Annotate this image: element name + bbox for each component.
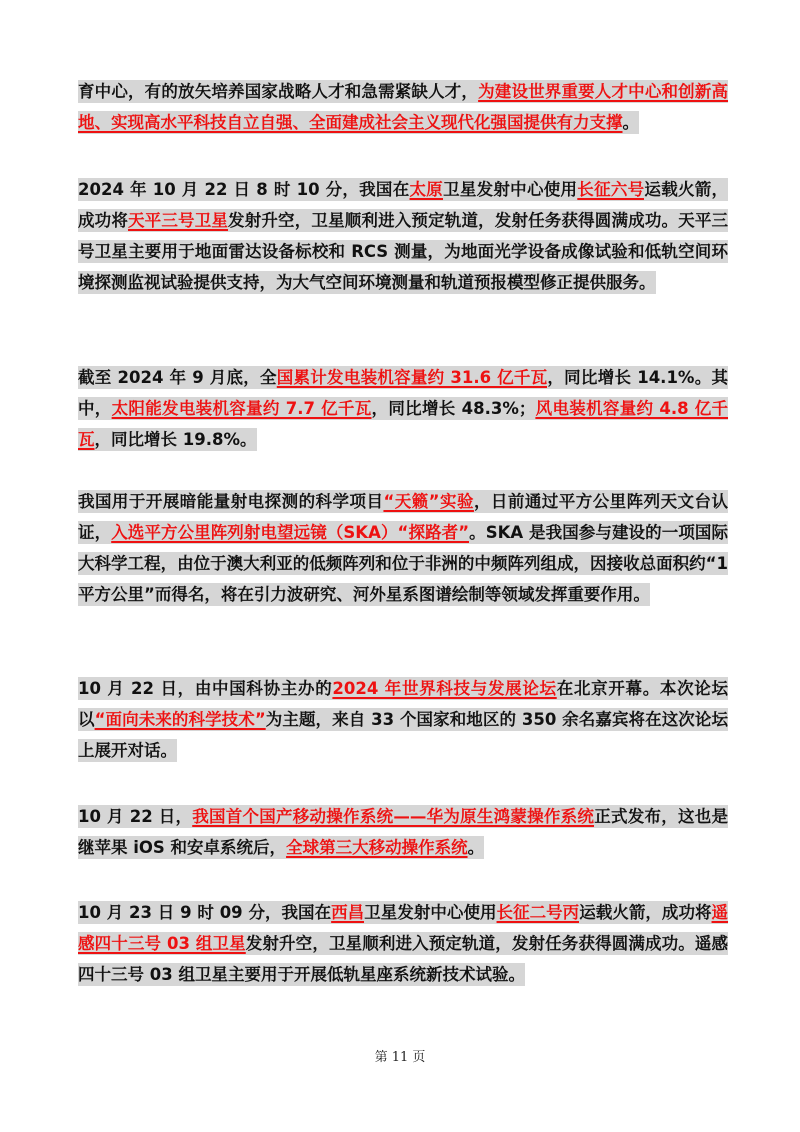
highlighted-text: 长征六号	[577, 180, 645, 199]
paragraph-yaogan-43-satellite	[78, 897, 728, 990]
highlighted-text: 国累计发电装机容量约 31.6 亿千瓦	[276, 368, 548, 387]
highlighted-text: 遥感四十三号 03 组卫星	[78, 903, 729, 953]
highlighted-text: 太原	[409, 180, 444, 199]
body-text: 运载火箭，成功将	[579, 903, 712, 922]
highlighted-text: 风电装机容量约 4.8 亿千瓦	[78, 399, 729, 449]
body-text: 2024 年 10 月 22 日 8 时 10 分，我国在	[78, 180, 410, 199]
highlighted-text: 全球第三大移动操作系统	[286, 838, 468, 857]
body-text: 截至 2024 年 9 月底，全	[78, 368, 277, 387]
paragraph-tianping-3-satellite	[78, 174, 728, 298]
body-text: 。SKA 是我国参与建设的一项国际大科学工程，由位于澳大利亚的低频阵列和位于非洲的中频阵列组成，因接收总面积约“1 平方公里”而得名，将在引力波研究、河外星系图谱绘制等领域发挥重要作用。	[78, 523, 728, 604]
body-text: 。	[467, 838, 485, 857]
highlighted-text: “天籁”实验	[383, 492, 474, 511]
body-text: 卫星发射中心使用	[443, 180, 578, 199]
highlighted-text: 西昌	[331, 903, 365, 922]
paragraph-tianlai-experiment	[78, 486, 728, 610]
body-text: 10 月 23 日 9 时 09 分，我国在	[78, 903, 332, 922]
body-text: ，同比增长 48.3%；	[371, 399, 536, 418]
paragraph-harmonyos-release	[78, 801, 728, 863]
body-text: 。	[622, 113, 639, 132]
body-text: 发射升空，卫星顺利进入预定轨道，发射任务获得圆满成功。天平三号卫星主要用于地面雷达设备标校和 RCS 测量，为地面光学设备成像试验和低轨空间环境探测监视试验提供支持，为大气空间环境测量和轨道预报模型修正提供服务。	[78, 211, 729, 292]
highlighted-text: 天平三号卫星	[128, 211, 229, 230]
highlighted-text: 太阳能发电装机容量约 7.7 亿千瓦	[111, 399, 372, 418]
highlighted-text: 我国首个国产移动操作系统——华为原生鸿蒙操作系统	[192, 807, 595, 826]
paragraph-world-tech-forum	[78, 673, 728, 766]
body-text: 10 月 22 日，由中国科协主办的	[78, 679, 333, 698]
body-text: ，同比增长 14.1%。其中，	[78, 368, 728, 418]
body-text: 在北京开幕。本次论坛以	[78, 679, 729, 729]
body-text: 育中心，有的放矢培养国家战略人才和急需紧缺人才，	[78, 82, 479, 101]
body-text: 卫星发射中心使用	[364, 903, 497, 922]
body-text: 发射升空，卫星顺利进入预定轨道，发射任务获得圆满成功。遥感四十三号 03 组卫星主要用于开展低轨星座系统新技术试验。	[78, 934, 728, 984]
page-number: 第 11 页	[374, 1050, 426, 1065]
highlighted-text: 为建设世界重要人才中心和创新高地、实现高水平科技自立自强、全面建成社会主义现代化强国提供有力支撑	[78, 82, 729, 132]
highlighted-text: 入选平方公里阵列射电望远镜（SKA）“探路者”	[111, 523, 470, 542]
body-text: 我国用于开展暗能量射电探测的科学项目	[78, 492, 384, 511]
paragraph-power-capacity	[78, 362, 728, 455]
highlighted-text: 2024 年世界科技与发展论坛	[332, 679, 557, 698]
body-text: 为主题，来自 33 个国家和地区的 350 余名嘉宾将在这次论坛上展开对话。	[78, 710, 728, 760]
highlighted-text: “面向未来的科学技术”	[94, 710, 266, 729]
body-text: 正式发布，这也是继苹果 iOS 和安卓系统后，	[78, 807, 729, 857]
body-text: 运载火箭，成功将	[78, 180, 729, 230]
body-text: 10 月 22 日，	[78, 807, 193, 826]
body-text: ，日前通过平方公里阵列天文台认证，	[78, 492, 728, 542]
paragraph-talent-development	[78, 76, 728, 138]
body-text: ，同比增长 19.8%。	[94, 430, 257, 449]
highlighted-text: 长征二号丙	[496, 903, 580, 922]
